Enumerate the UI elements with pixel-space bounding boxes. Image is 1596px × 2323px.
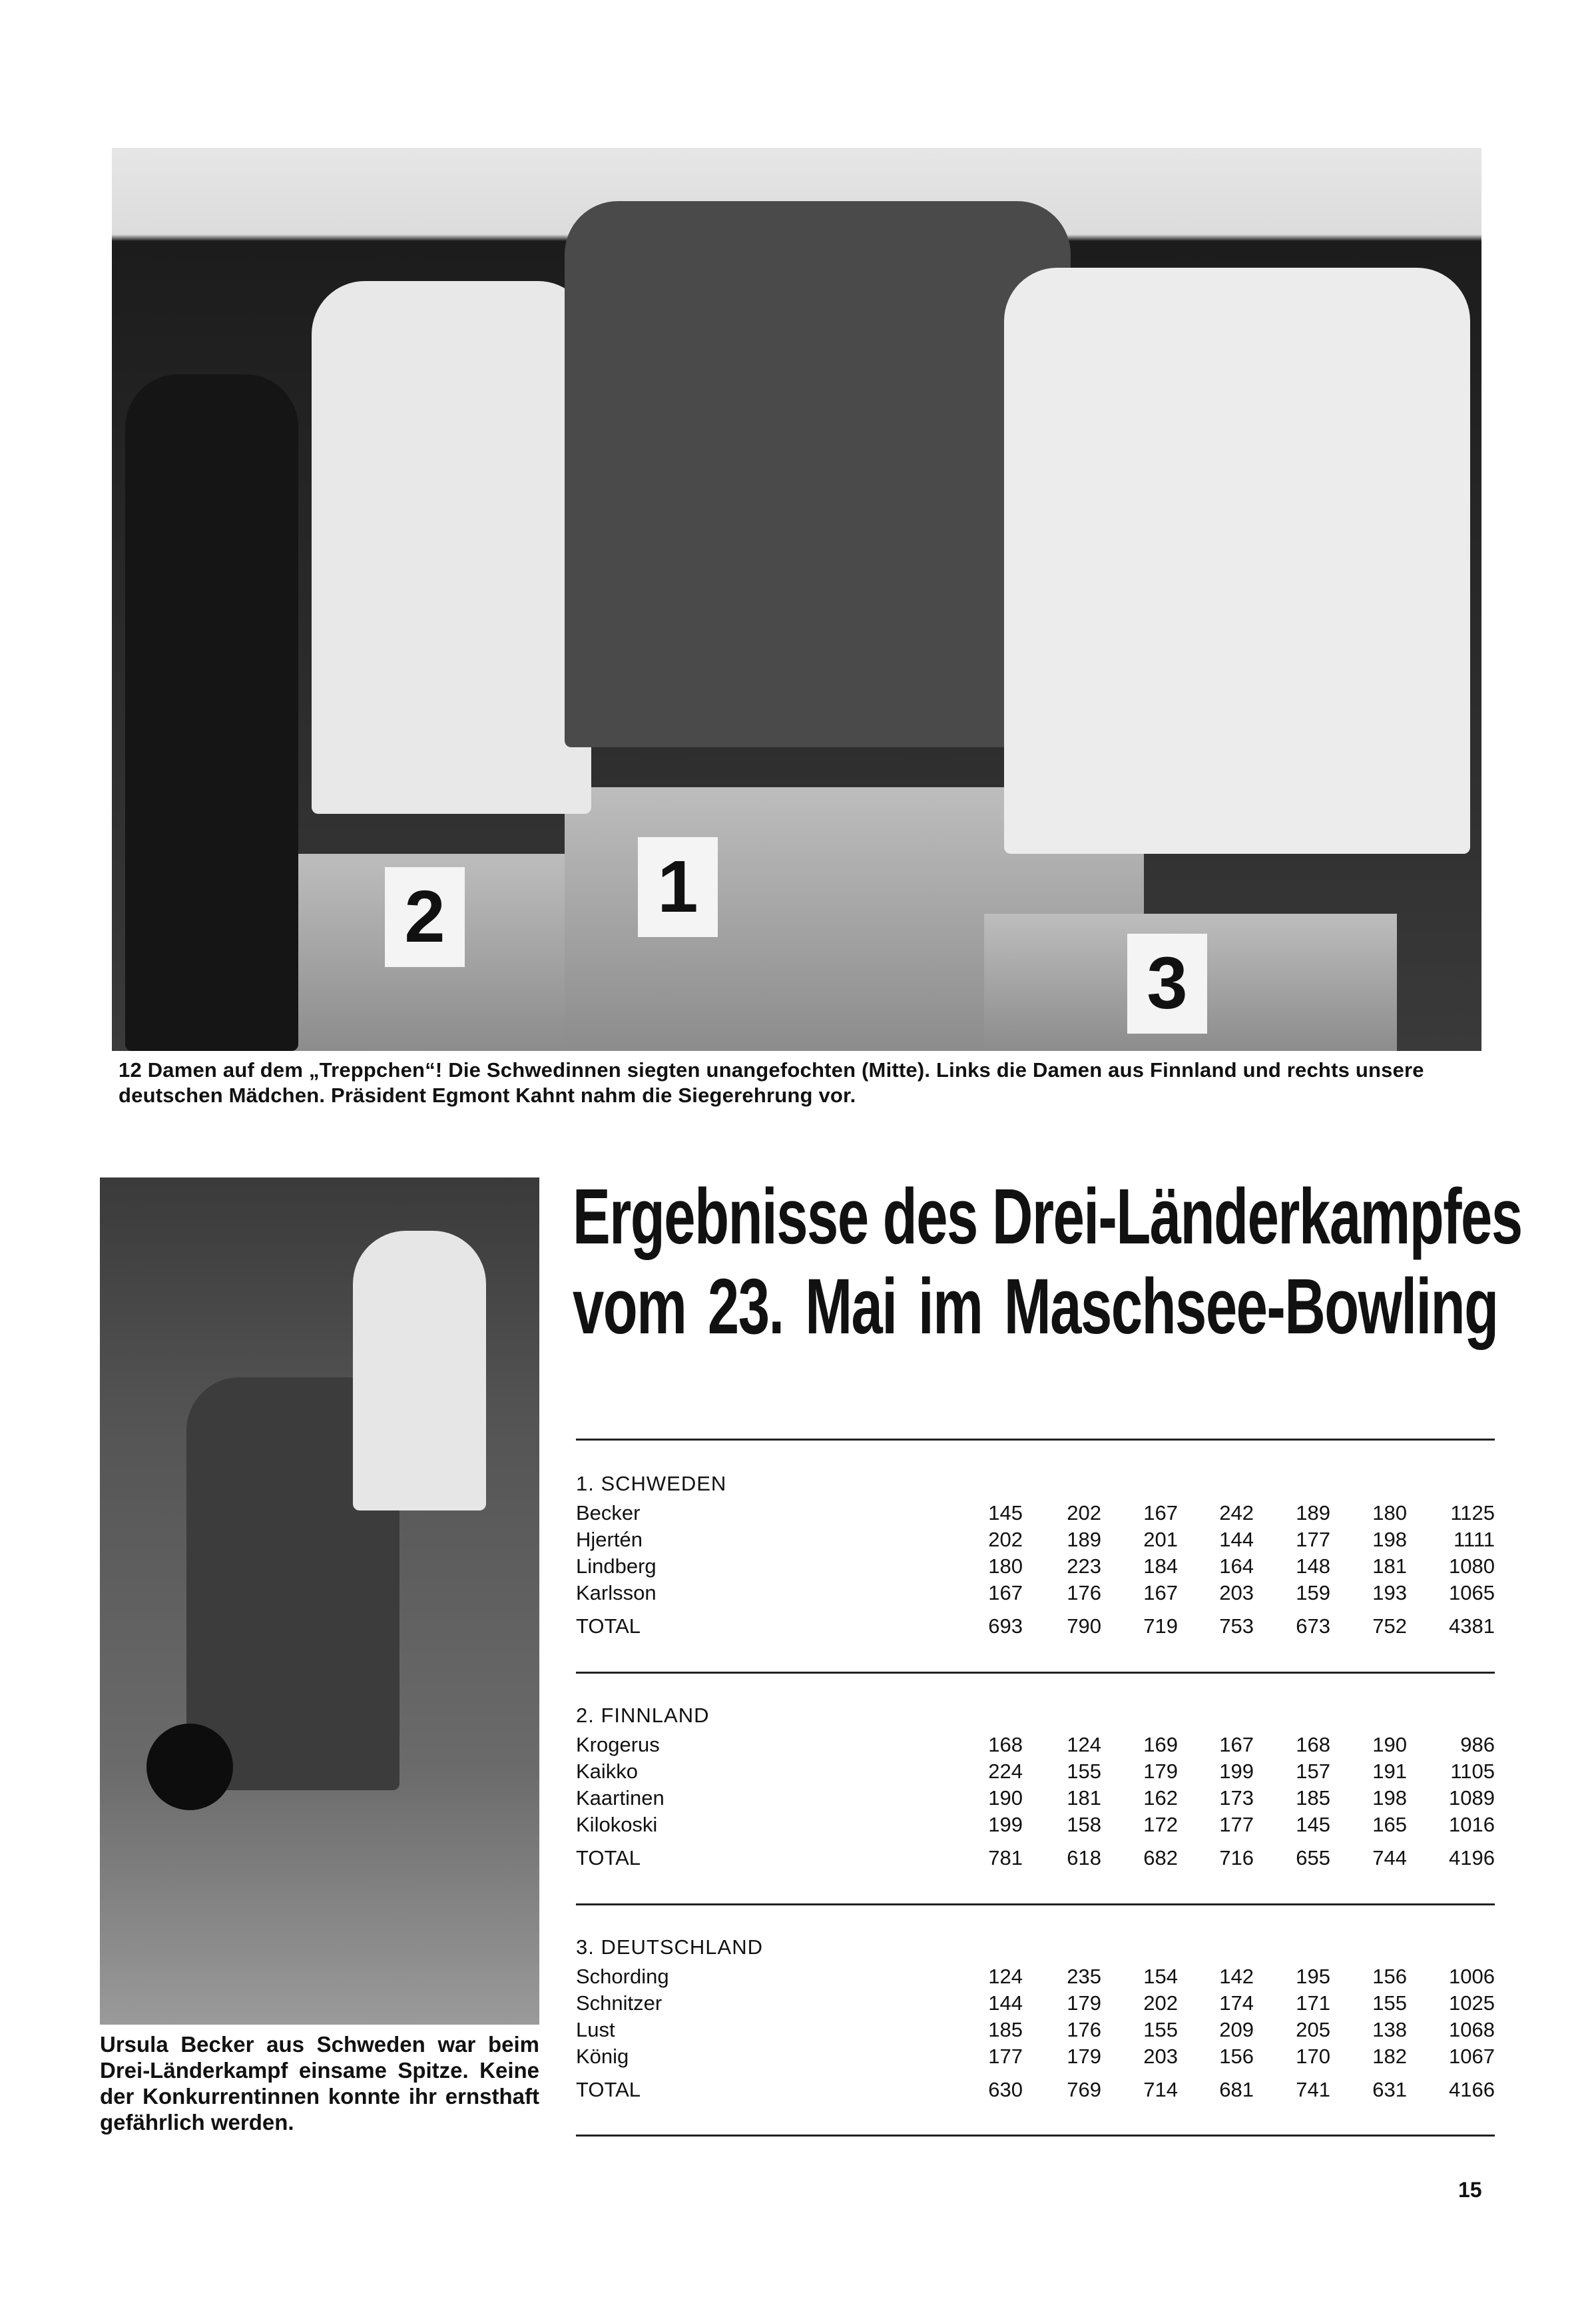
game-score: 159	[1296, 1581, 1330, 1604]
game-score: 176	[1067, 2018, 1101, 2041]
title-line-1: Ergebnisse des Drei-Länderkampfes	[573, 1173, 1522, 1261]
team-results	[576, 1700, 1495, 1871]
total-label: TOTAL	[576, 1846, 641, 1869]
game-score: 184	[1143, 1554, 1178, 1578]
player-row	[576, 2043, 1495, 2070]
game-score: 177	[988, 2045, 1023, 2068]
game-score: 191	[1372, 1760, 1407, 1783]
player-row	[576, 1812, 1495, 1838]
game-score: 189	[1067, 1528, 1101, 1551]
top-photo-caption: 12 Damen auf dem „Treppchen“! Die Schwedinnen siegten unangefochten (Mitte). Links die Damen aus Finnland und rechts unsere deutschen Mädchen. Präsident Egmont Kahnt nahm die Siegerehrung vor.	[119, 1058, 1424, 1107]
game-score: 189	[1296, 1501, 1330, 1524]
total-label: TOTAL	[576, 2078, 641, 2101]
game-score: 781	[988, 1846, 1023, 1869]
player-row	[576, 1785, 1495, 1812]
game-score: 182	[1372, 2045, 1407, 2068]
series-total: 1080	[1449, 1554, 1495, 1578]
player-row	[576, 1526, 1495, 1553]
game-score: 630	[988, 2078, 1023, 2101]
series-total: 1067	[1449, 2045, 1495, 2068]
bowling-ball	[146, 1724, 233, 1810]
series-total: 1105	[1450, 1760, 1495, 1783]
team-heading: 2. FINNLAND	[576, 1704, 710, 1727]
team-heading: 3. DEUTSCHLAND	[576, 1935, 763, 1959]
game-score: 681	[1219, 2078, 1254, 2101]
game-score: 169	[1143, 1733, 1178, 1756]
team-results	[576, 1931, 1495, 2103]
game-score: 195	[1296, 1965, 1330, 1988]
game-score: 242	[1219, 1501, 1254, 1524]
game-score: 190	[1372, 1733, 1407, 1756]
game-score: 177	[1219, 1813, 1254, 1836]
series-total: 4381	[1449, 1614, 1495, 1638]
game-score: 790	[1067, 1614, 1101, 1638]
page-number: 15	[1458, 2178, 1482, 2202]
person-figure	[1004, 268, 1470, 854]
game-score: 719	[1143, 1614, 1178, 1638]
game-score: 158	[1067, 1813, 1101, 1836]
game-score: 174	[1219, 1991, 1254, 2015]
game-score: 179	[1067, 1991, 1101, 2015]
divider	[576, 2135, 1495, 2137]
game-score: 170	[1296, 2045, 1330, 2068]
podium-photo	[112, 148, 1481, 1051]
player-row	[576, 1758, 1495, 1785]
game-score: 716	[1219, 1846, 1254, 1869]
game-score: 198	[1372, 1786, 1407, 1810]
game-score: 167	[1143, 1581, 1178, 1604]
game-score: 203	[1219, 1581, 1254, 1604]
series-total: 1016	[1449, 1813, 1495, 1836]
game-score: 618	[1067, 1846, 1101, 1869]
game-score: 744	[1372, 1846, 1407, 1869]
player-name: Kaartinen	[576, 1786, 665, 1810]
game-score: 145	[1296, 1813, 1330, 1836]
game-score: 180	[988, 1554, 1023, 1578]
game-score: 693	[988, 1614, 1023, 1638]
game-score: 752	[1372, 1614, 1407, 1638]
game-score: 209	[1219, 2018, 1254, 2041]
player-name: Schording	[576, 1965, 669, 1988]
game-score: 144	[988, 1991, 1023, 2015]
game-score: 673	[1296, 1614, 1330, 1638]
total-label: TOTAL	[576, 1614, 641, 1638]
game-score: 124	[988, 1965, 1023, 1988]
game-score: 179	[1067, 2045, 1101, 2068]
article-title	[573, 1172, 1522, 1352]
bowler-photo-caption: Ursula Becker aus Schweden war beim Drei-Länderkampf einsame Spitze. Keine der Konkurrentinnen konnte ihr ernsthaft gefährlich werden.	[100, 2032, 539, 2135]
game-score: 162	[1143, 1786, 1178, 1810]
game-score: 142	[1219, 1965, 1254, 1988]
game-score: 148	[1296, 1554, 1330, 1578]
player-row	[576, 1732, 1495, 1758]
player-row	[576, 2017, 1495, 2043]
game-score: 185	[1296, 1786, 1330, 1810]
player-row	[576, 1580, 1495, 1606]
game-score: 164	[1219, 1554, 1254, 1578]
game-score: 203	[1143, 2045, 1178, 2068]
game-score: 155	[1372, 1991, 1407, 2015]
player-row	[576, 1990, 1495, 2017]
player-name: Kaikko	[576, 1760, 639, 1783]
game-score: 682	[1143, 1846, 1178, 1869]
game-score: 165	[1372, 1813, 1407, 1836]
game-score: 156	[1372, 1965, 1407, 1988]
game-score: 180	[1372, 1501, 1407, 1524]
game-score: 167	[1219, 1733, 1254, 1756]
game-score: 199	[988, 1813, 1023, 1836]
player-name: Karlsson	[576, 1581, 657, 1604]
game-score: 202	[1143, 1991, 1178, 2015]
bowler-photo	[100, 1177, 539, 2025]
series-total: 1025	[1449, 1991, 1495, 2015]
player-name: Lindberg	[576, 1554, 657, 1578]
divider	[576, 1439, 1495, 1441]
game-score: 198	[1372, 1528, 1407, 1551]
game-score: 223	[1067, 1554, 1101, 1578]
game-score: 202	[1067, 1501, 1101, 1524]
podium-label-3: 3	[1127, 934, 1207, 1034]
series-total: 986	[1460, 1733, 1495, 1756]
person-figure	[125, 374, 298, 1051]
game-score: 224	[988, 1760, 1023, 1783]
total-row	[576, 2077, 1495, 2103]
game-score: 193	[1372, 1581, 1407, 1604]
player-name: Kilokoski	[576, 1813, 658, 1836]
podium-label-1: 1	[638, 837, 718, 937]
series-total: 1089	[1449, 1786, 1495, 1810]
series-total: 1006	[1449, 1965, 1495, 1988]
player-row	[576, 1500, 1495, 1526]
person-figure	[312, 281, 591, 814]
game-score: 741	[1296, 2078, 1330, 2101]
series-total: 4196	[1449, 1846, 1495, 1869]
game-score: 155	[1067, 1760, 1101, 1783]
game-score: 176	[1067, 1581, 1101, 1604]
game-score: 167	[1143, 1501, 1178, 1524]
game-score: 181	[1067, 1786, 1101, 1810]
game-score: 171	[1296, 1991, 1330, 2015]
player-name: Becker	[576, 1501, 641, 1524]
game-score: 190	[988, 1786, 1023, 1810]
game-score: 179	[1143, 1760, 1178, 1783]
player-name: König	[576, 2045, 629, 2068]
series-total: 1111	[1453, 1528, 1495, 1551]
game-score: 145	[988, 1501, 1023, 1524]
player-name: Krogerus	[576, 1733, 660, 1756]
game-score: 181	[1372, 1554, 1407, 1578]
team-heading: 1. SCHWEDEN	[576, 1472, 727, 1495]
divider	[576, 1903, 1495, 1905]
game-score: 155	[1143, 2018, 1178, 2041]
game-score: 124	[1067, 1733, 1101, 1756]
total-row	[576, 1845, 1495, 1871]
game-score: 235	[1067, 1965, 1101, 1988]
series-total: 1068	[1449, 2018, 1495, 2041]
game-score: 202	[988, 1528, 1023, 1551]
person-figure	[353, 1231, 486, 1510]
game-score: 154	[1143, 1965, 1178, 1988]
title-line-2: vom 23. Mai im Maschsee-Bowling	[573, 1263, 1498, 1351]
game-score: 714	[1143, 2078, 1178, 2101]
game-score: 138	[1372, 2018, 1407, 2041]
series-total: 1065	[1449, 1581, 1495, 1604]
game-score: 753	[1219, 1614, 1254, 1638]
game-score: 156	[1219, 2045, 1254, 2068]
team-results	[576, 1468, 1495, 1640]
game-score: 199	[1219, 1760, 1254, 1783]
game-score: 631	[1372, 2078, 1407, 2101]
game-score: 185	[988, 2018, 1023, 2041]
podium-label-2: 2	[385, 867, 465, 967]
game-score: 177	[1296, 1528, 1330, 1551]
series-total: 1125	[1450, 1501, 1495, 1524]
player-row	[576, 1553, 1495, 1580]
total-row	[576, 1613, 1495, 1640]
game-score: 205	[1296, 2018, 1330, 2041]
player-name: Hjertén	[576, 1528, 643, 1551]
player-name: Lust	[576, 2018, 615, 2041]
game-score: 168	[1296, 1733, 1330, 1756]
game-score: 769	[1067, 2078, 1101, 2101]
game-score: 172	[1143, 1813, 1178, 1836]
person-figure	[565, 201, 1071, 747]
game-score: 201	[1143, 1528, 1178, 1551]
game-score: 173	[1219, 1786, 1254, 1810]
divider	[576, 1672, 1495, 1674]
game-score: 655	[1296, 1846, 1330, 1869]
player-name: Schnitzer	[576, 1991, 663, 2015]
game-score: 157	[1296, 1760, 1330, 1783]
series-total: 4166	[1449, 2078, 1495, 2101]
game-score: 168	[988, 1733, 1023, 1756]
game-score: 144	[1219, 1528, 1254, 1551]
game-score: 167	[988, 1581, 1023, 1604]
player-row	[576, 1963, 1495, 1990]
